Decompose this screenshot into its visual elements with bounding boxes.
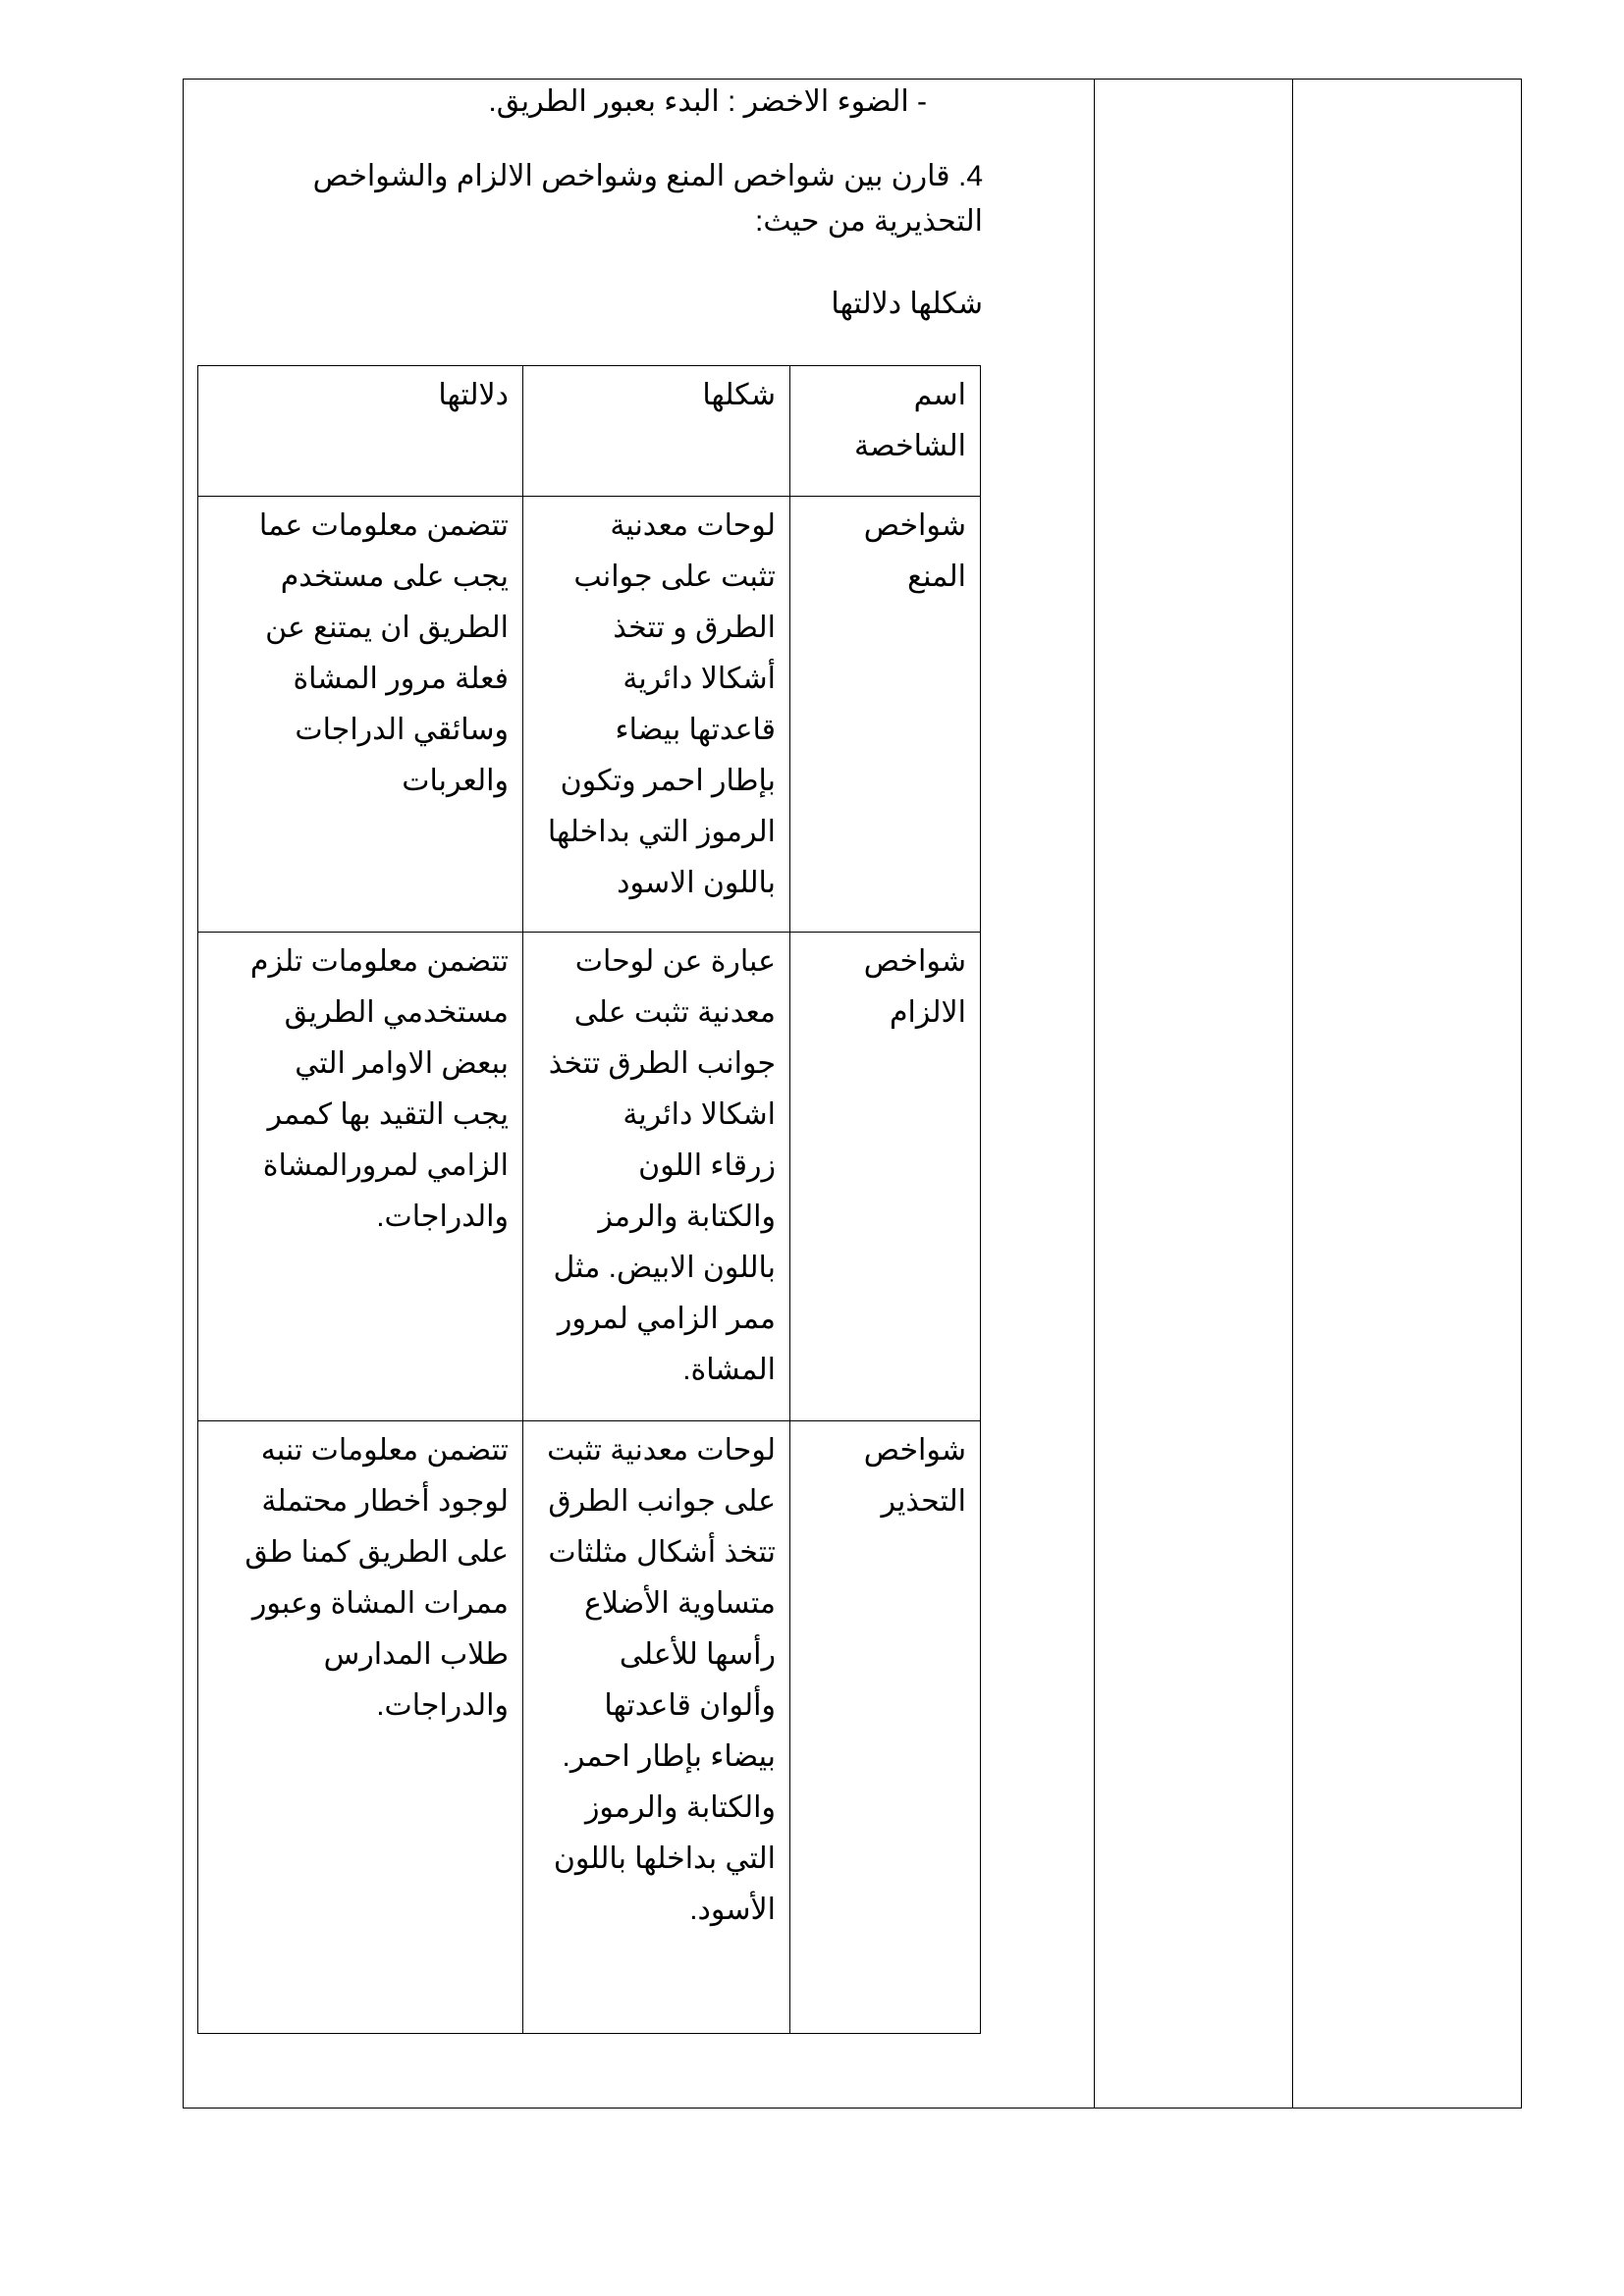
header-shape: شكلها xyxy=(523,366,790,497)
table-row xyxy=(198,933,981,1421)
header-sign-name: اسم الشاخصة xyxy=(790,366,981,497)
cell-sign-name: شواخص الالزام xyxy=(790,933,981,1421)
cell-meaning: تتضمن معلومات تنبه لوجود أخطار محتملة على الطريق كمنا طق ممرات المشاة وعبور طلاب المدارس والدراجات. xyxy=(198,1421,523,2034)
table-row xyxy=(198,497,981,933)
table-row xyxy=(198,1421,981,2034)
content-column xyxy=(183,79,1094,2109)
cell-meaning: تتضمن معلومات تلزم مستخدمي الطريق ببعض الاوامر التي يجب التقيد بها كممر الزامي لمرورالمشاة والدراجات. xyxy=(198,933,523,1421)
cell-meaning: تتضمن معلومات عما يجب على مستخدم الطريق ان يمتنع عن فعلة مرور المشاة وسائقي الدراجات والعربات xyxy=(198,497,523,933)
bullet-green-light: - الضوء الاخضر : البدء بعبور الطريق. xyxy=(488,85,927,118)
question-line-1: 4. قارن بين شواخص المنع وشواخص الالزام والشواخص xyxy=(312,160,983,192)
column-divider-1 xyxy=(1094,79,1095,2109)
header-meaning: دلالتها xyxy=(198,366,523,497)
cell-sign-name: شواخص المنع xyxy=(790,497,981,933)
cell-shape: عبارة عن لوحات معدنية تثبت على جوانب الطرق تتخذ اشكالا دائرية زرقاء اللون والكتابة والرمز باللون الابيض. مثل ممر الزامي لمرور المشاة. xyxy=(523,933,790,1421)
signs-comparison-table xyxy=(197,365,981,2034)
table-header-row xyxy=(198,366,981,497)
cell-shape: لوحات معدنية تثبت على جوانب الطرق تتخذ أشكال مثلثات متساوية الأضلاع رأسها للأعلى وألوان قاعدتها بيضاء بإطار احمر. والكتابة والرموز التي بداخلها باللون الأسود. xyxy=(523,1421,790,2034)
cell-shape: لوحات معدنية تثبت على جوانب الطرق و تتخذ أشكالا دائرية قاعدتها بيضاء بإطار احمر وتكون الرموز التي بداخلها باللون الاسود xyxy=(523,497,790,933)
comparison-criteria: شكلها دلالتها xyxy=(831,288,983,320)
question-line-2: التحذيرية من حيث: xyxy=(755,205,983,238)
cell-sign-name: شواخص التحذير xyxy=(790,1421,981,2034)
column-divider-2 xyxy=(1292,79,1293,2109)
